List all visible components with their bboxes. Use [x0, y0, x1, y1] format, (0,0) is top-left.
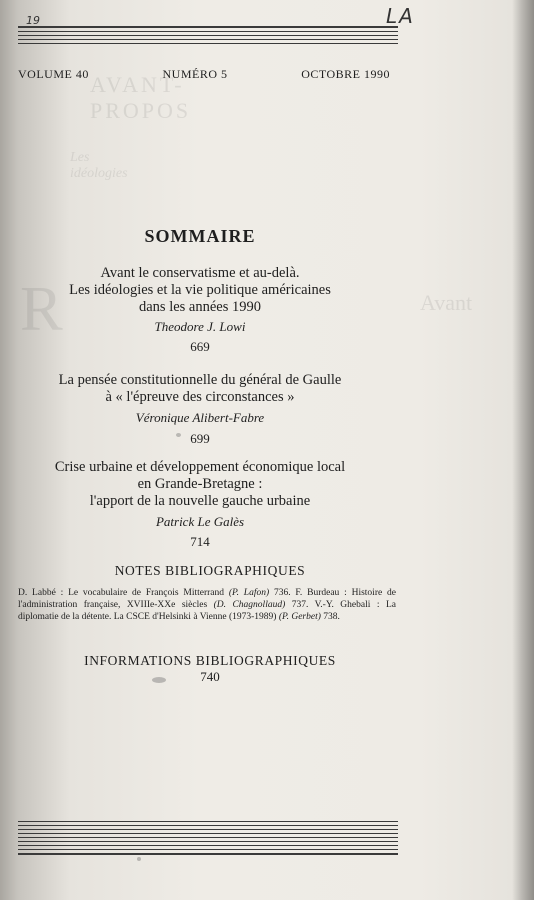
- note-item: F. Burdeau : Histoire de l'administration française, XVIIIe-XXe siècles (D. Chagnollaud) 737.: [18, 588, 396, 610]
- issue-date: OCTOBRE 1990: [301, 67, 390, 81]
- note-item: D. Labbé : Le vocabulaire de François Mitterrand (P. Lafon) 736.: [18, 588, 291, 598]
- toc-entry-1: [0, 265, 400, 355]
- entry-author: Véronique Alibert-Fabre: [135, 410, 265, 425]
- entry-title-line: à « l'épreuve des circonstances »: [105, 389, 295, 405]
- corner-number: 19: [26, 14, 40, 27]
- entry-author: Patrick Le Galès: [155, 514, 245, 529]
- ink-smudge: [176, 433, 181, 437]
- entry-page-number: 714: [190, 534, 210, 549]
- entry-title-line: en Grande-Bretagne :: [137, 476, 263, 492]
- bottom-rule-group: [18, 821, 398, 858]
- notes-heading: NOTES BIBLIOGRAPHIQUES: [114, 563, 306, 578]
- entry-page-number: 699: [190, 431, 210, 446]
- toc-entry-3: [0, 459, 400, 550]
- note-item: V.-Y. Ghebali : La diplomatie de la détente. La CSCE d'Helsinki à Vienne (1973-1989) (P. Gerbet) 738.: [18, 600, 396, 622]
- notes-body: [18, 587, 396, 623]
- entry-page-number: 669: [190, 339, 210, 354]
- issue-header: [18, 67, 390, 82]
- handwritten-margin-note: LA: [386, 4, 415, 28]
- informations-page-number: 740: [200, 669, 220, 684]
- issue-number: NUMÉRO 5: [162, 67, 228, 81]
- informations-heading: INFORMATIONS BIBLIOGRAPHIQUES: [84, 653, 336, 668]
- toc-entry-2: [0, 372, 400, 447]
- page-title: SOMMAIRE: [144, 226, 256, 246]
- entry-title-line: l'apport de la nouvelle gauche urbaine: [89, 493, 311, 509]
- entry-title-line: Avant le conservatisme et au-delà.: [100, 265, 300, 281]
- entry-title-line: Les idéologies et la vie politique américaines: [69, 282, 331, 298]
- entry-title-line: La pensée constitutionnelle du général de Gaulle: [58, 372, 342, 388]
- ink-smudge: [152, 677, 166, 683]
- volume-label: VOLUME 40: [18, 67, 89, 81]
- entry-author: Theodore J. Lowi: [154, 319, 246, 334]
- entry-title-line: dans les années 1990: [138, 299, 261, 315]
- page-edge-shadow: [512, 0, 534, 900]
- top-rule-group: [18, 26, 398, 47]
- entry-title-line: Crise urbaine et développement économique local: [54, 459, 346, 475]
